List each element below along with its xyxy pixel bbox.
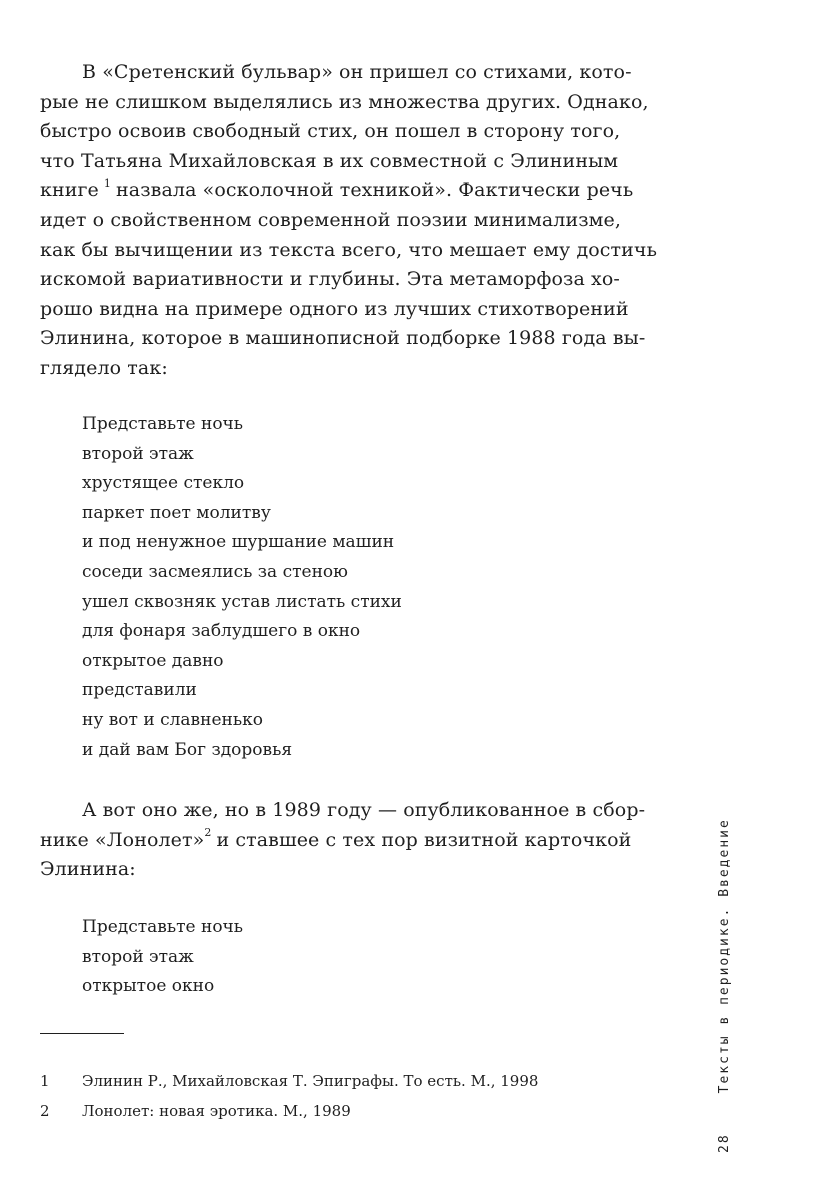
footnote-item	[40, 1066, 538, 1096]
footnote-number: 2	[40, 1102, 50, 1120]
text-line: Элинина, которое в машинописной подборке 1988 года вы-	[40, 327, 646, 350]
text-fragment: нике «Лонолет»	[40, 828, 205, 851]
poem-line: открытое давно	[82, 650, 224, 671]
poem-line: ушел сквозняк устав листать стихи	[82, 591, 402, 612]
poem-line: и дай вам Бог здоровья	[82, 739, 293, 760]
text-fragment: назвала «осколочной техникой». Фактически речь	[116, 179, 634, 202]
text-line: что Татьяна Михайловская в их совместной с Элининым	[40, 149, 619, 172]
poem-line: открытое окно	[82, 976, 215, 997]
footnote-item	[40, 1096, 538, 1126]
paragraph-1	[40, 58, 660, 384]
text-line: Элинина:	[40, 858, 136, 881]
poem-line: второй этаж	[82, 946, 194, 967]
poem-line: соседи засмеялись за стеною	[82, 561, 348, 582]
footnote-ref-1[interactable]: 1	[103, 177, 112, 191]
page-number: 28	[716, 1133, 732, 1153]
text-line: искомой вариативности и глубины. Эта метаморфоза хо-	[40, 268, 620, 291]
text-line: быстро освоив свободный стих, он пошел в сторону того,	[40, 120, 621, 143]
paragraph-2	[40, 796, 660, 885]
sidebar-rotated	[714, 818, 734, 1153]
text-line: как бы вычищении из текста всего, что мешает ему достичь	[40, 238, 658, 261]
text-line: В «Сретенский бульвар» он пришел со стихами, кото-	[82, 61, 632, 83]
poem-2	[82, 913, 243, 1002]
poem-line: представили	[82, 680, 197, 701]
footnote-text: Элинин Р., Михайловская Т. Эпиграфы. То есть. М., 1998	[82, 1072, 539, 1090]
poem-line: Представьте ночь	[82, 414, 244, 434]
text-fragment: книге	[40, 179, 99, 202]
text-line	[40, 176, 660, 206]
footnote-number: 1	[40, 1072, 50, 1090]
text-line: рые не слишком выделялись из множества других. Однако,	[40, 90, 649, 113]
poem-1	[82, 410, 402, 765]
text-line: А вот оно же, но в 1989 году — опубликованное в сбор-	[82, 799, 646, 821]
poem-line: хрустящее стекло	[82, 473, 245, 494]
running-title: Тексты в периодике. Введение	[716, 818, 732, 1094]
footnote-ref-2[interactable]: 2	[204, 826, 212, 840]
poem-line: для фонаря заблудшего в окно	[82, 621, 361, 642]
text-line	[40, 826, 660, 856]
sidebar	[714, 818, 734, 1153]
text-fragment: и ставшее с тех пор визитной карточкой	[216, 828, 632, 851]
text-line: идет о свойственном современной поэзии минимализме,	[40, 208, 622, 231]
poem-line: паркет поет молитву	[82, 502, 271, 523]
footnote-separator	[40, 1033, 124, 1034]
text-line: рошо видна на примере одного из лучших стихотворений	[40, 297, 629, 320]
poem-line: Представьте ночь	[82, 917, 244, 937]
poem-line: второй этаж	[82, 443, 194, 464]
footnote-text: Лонолет: новая эротика. М., 1989	[82, 1102, 351, 1120]
footnotes	[40, 1066, 538, 1126]
poem-line: и под ненужное шуршание машин	[82, 532, 395, 553]
text-line: глядело так:	[40, 356, 168, 379]
poem-line: ну вот и славненько	[82, 709, 263, 730]
